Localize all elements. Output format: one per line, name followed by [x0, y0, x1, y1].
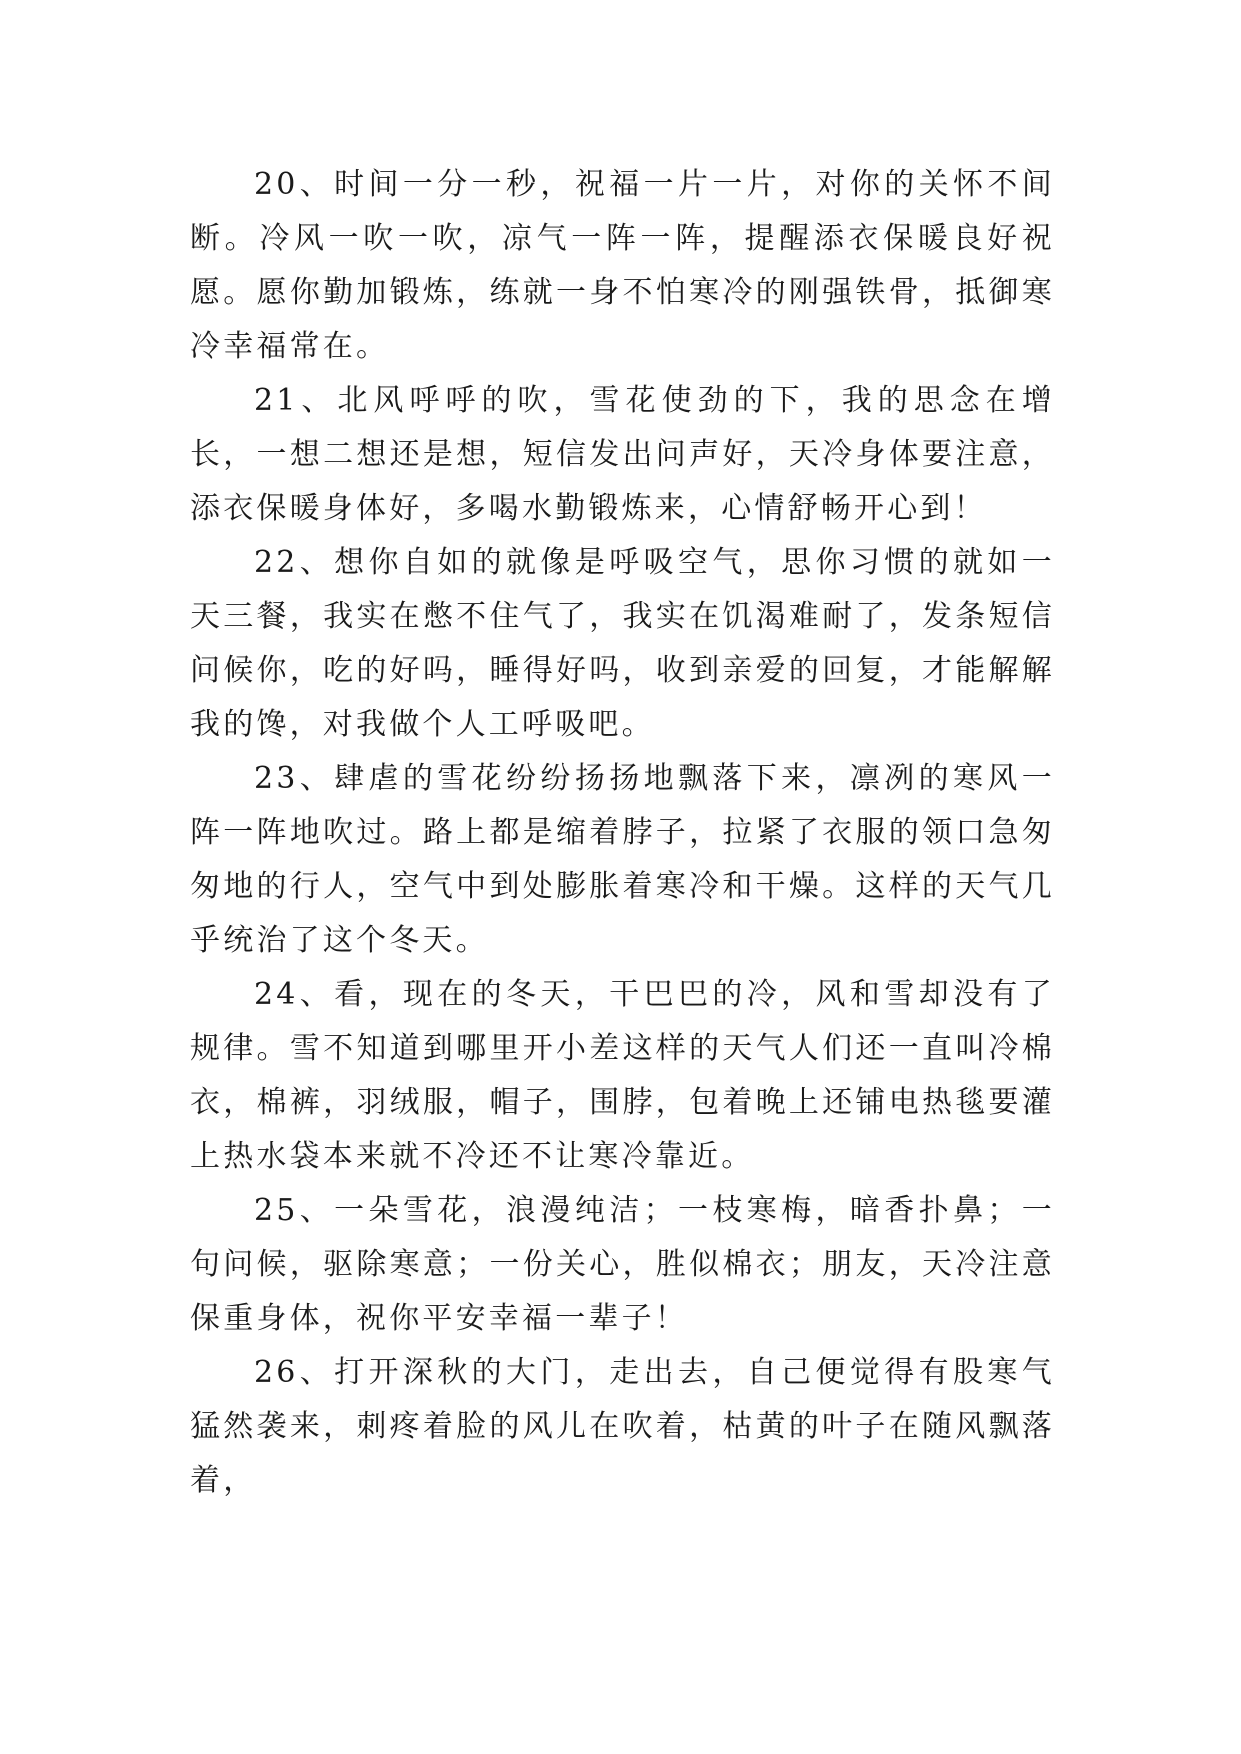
paragraph-20: 20、时间一分一秒，祝福一片一片，对你的关怀不间断。冷风一吹一吹，凉气一阵一阵，提醒添衣保暖良好祝愿。愿你勤加锻炼，练就一身不怕寒冷的刚强铁骨，抵御寒冷幸福常在。 — [190, 167, 1055, 364]
paragraph-25: 25、一朵雪花，浪漫纯洁；一枝寒梅，暗香扑鼻；一句问候，驱除寒意；一份关心，胜似棉衣；朋友，天冷注意保重身体，祝你平安幸福一辈子！ — [190, 1193, 1055, 1336]
paragraph-24: 24、看，现在的冬天，干巴巴的冷，风和雪却没有了规律。雪不知道到哪里开小差这样的天气人们还一直叫冷棉衣，棉裤，羽绒服，帽子，围脖，包着晚上还铺电热毯要灌上热水袋本来就不冷还不让寒冷靠近。 — [190, 977, 1055, 1174]
paragraph-23: 23、肆虐的雪花纷纷扬扬地飘落下来，凛冽的寒风一阵一阵地吹过。路上都是缩着脖子，拉紧了衣服的领口急匆匆地的行人，空气中到处膨胀着寒冷和干燥。这样的天气几乎统治了这个冬天。 — [190, 761, 1055, 958]
paragraph-22: 22、想你自如的就像是呼吸空气，思你习惯的就如一天三餐，我实在憋不住气了，我实在饥渴难耐了，发条短信问候你，吃的好吗，睡得好吗，收到亲爱的回复，才能解解我的馋，对我做个人工呼吸吧。 — [190, 545, 1055, 742]
document-body — [190, 158, 1055, 1508]
paragraph-21: 21、北风呼呼的吹，雪花使劲的下，我的思念在增长，一想二想还是想，短信发出问声好，天冷身体要注意，添衣保暖身体好，多喝水勤锻炼来，心情舒畅开心到！ — [190, 383, 1055, 526]
paragraph-26: 26、打开深秋的大门，走出去，自己便觉得有股寒气猛然袭来，刺疼着脸的风儿在吹着，枯黄的叶子在随风飘落着， — [190, 1355, 1055, 1498]
